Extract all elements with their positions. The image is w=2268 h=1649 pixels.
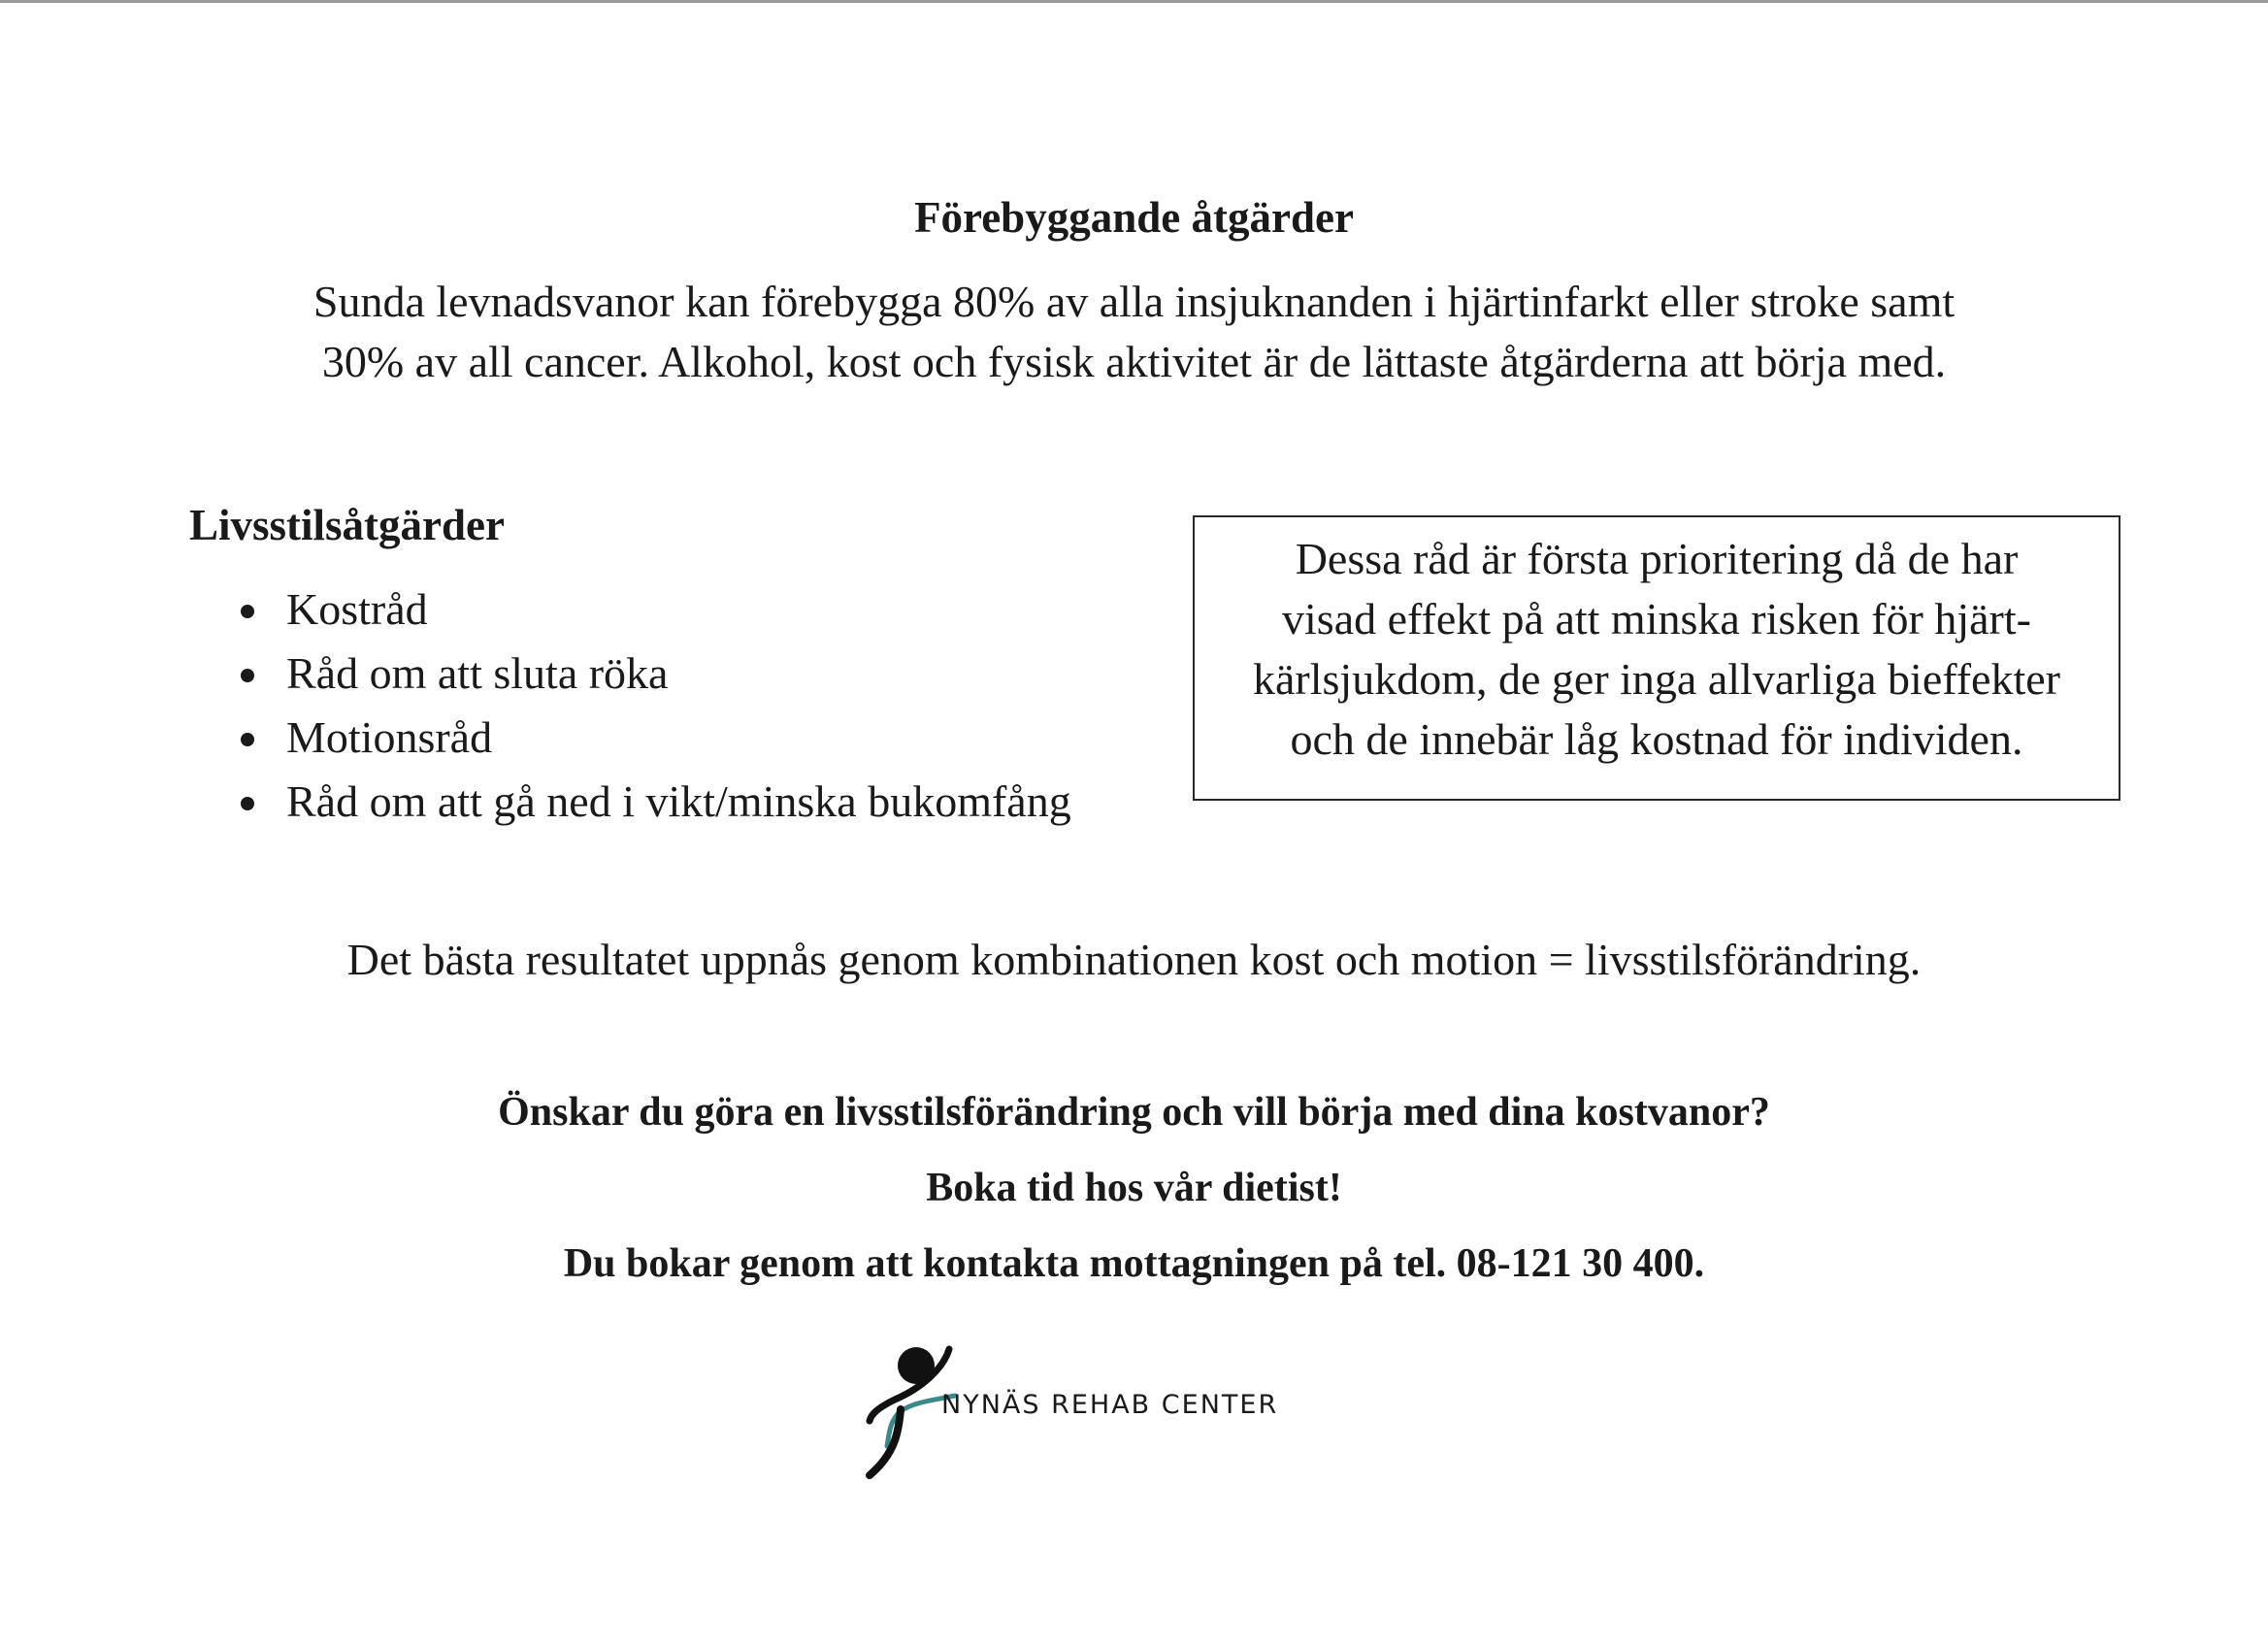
page-title: Förebyggande åtgärder [914, 193, 1354, 242]
bullet-icon [241, 797, 254, 810]
lifestyle-heading: Livsstilsåtgärder [189, 501, 505, 549]
clinic-logo [854, 1339, 1359, 1485]
priority-note-box [1193, 515, 2120, 801]
list-item-label: Råd om att gå ned i vikt/minska bukomfång [286, 776, 1071, 826]
list-item [231, 706, 1071, 770]
intro-line: 30% av all cancer. Alkohol, kost och fysisk aktivitet är de lättaste åtgärderna att börja med. [321, 337, 1947, 386]
list-item-label: Råd om att sluta röka [286, 648, 669, 698]
intro-line: Sunda levnadsvanor kan förebygga 80% av alla insjuknanden i hjärtinfarkt eller stroke samt [312, 277, 1956, 326]
cta-contact: Du bokar genom att kontakta mottagningen på tel. 08-121 30 400. [563, 1241, 1705, 1286]
list-item [231, 642, 1071, 706]
list-item [231, 577, 1071, 642]
bullet-icon [241, 605, 254, 618]
lifestyle-list [231, 577, 1071, 834]
intro-paragraph [194, 272, 2074, 392]
list-item-label: Kostråd [286, 584, 428, 634]
priority-note-line: kärlsjukdom, de ger inga allvarliga bieffekter [1253, 654, 2060, 704]
logo-text: NYNÄS REHAB CENTER [941, 1390, 1279, 1420]
priority-note-line: Dessa råd är första prioritering då de har [1295, 534, 2019, 583]
bullet-icon [241, 669, 254, 682]
priority-note-line: och de innebär låg kostnad för individen. [1290, 714, 2023, 764]
result-statement: Det bästa resultatet uppnås genom kombinationen kost och motion = livsstilsförändring. [346, 935, 1922, 984]
page-top-edge [0, 0, 2268, 3]
list-item-label: Motionsråd [286, 712, 493, 762]
priority-note-line: visad effekt på att minska risken för hjärt- [1282, 594, 2031, 643]
cta-book: Boka tid hos vår dietist! [926, 1166, 1342, 1210]
list-item [231, 770, 1071, 834]
cta-question: Önskar du göra en livsstilsförändring och vill börja med dina kostvanor? [498, 1090, 1770, 1135]
bullet-icon [241, 733, 254, 746]
